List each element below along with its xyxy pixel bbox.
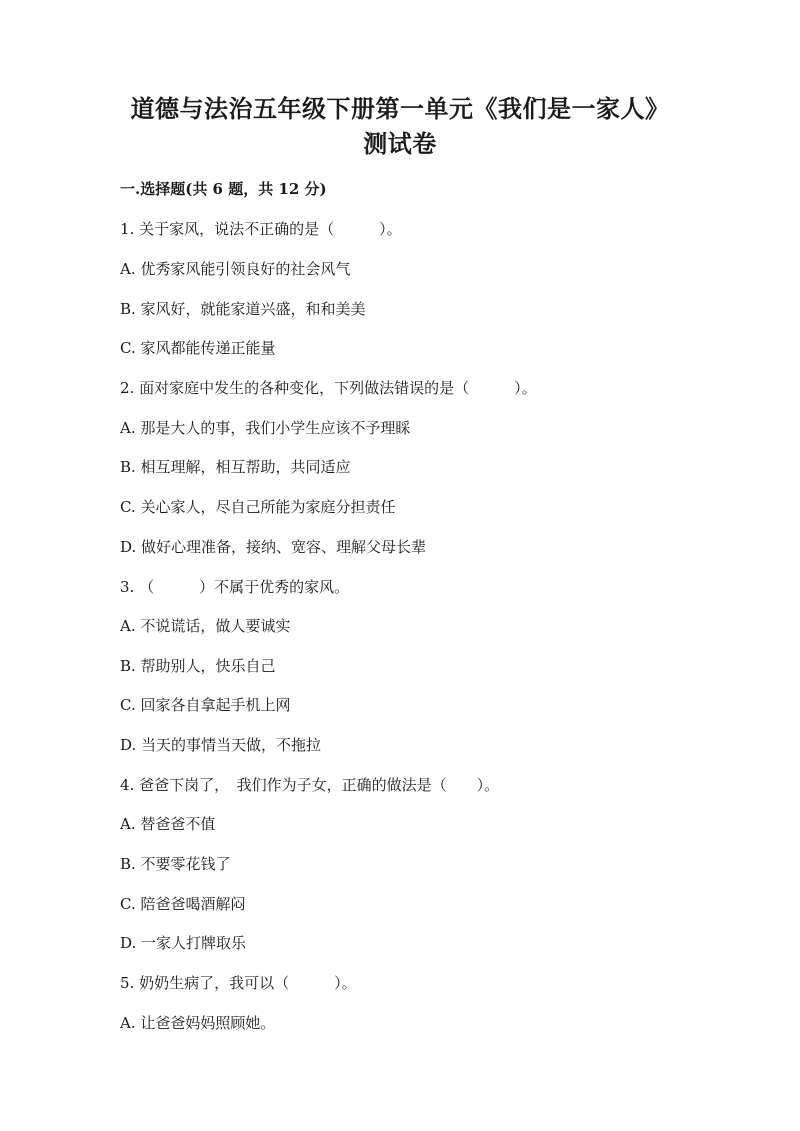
document-title-line-2: 测试卷 xyxy=(363,129,437,158)
question-4-option-b: B. 不要零花钱了 xyxy=(120,855,231,873)
question-3-stem: 3. （ ）不属于优秀的家风。 xyxy=(120,578,350,596)
question-5-stem: 5. 奶奶生病了，我可以（ ）。 xyxy=(120,974,357,992)
question-2-stem: 2. 面对家庭中发生的各种变化，下列做法错误的是（ ）。 xyxy=(120,379,537,397)
question-4-option-c: C. 陪爸爸喝酒解闷 xyxy=(120,895,246,913)
question-2-option-d: D. 做好心理准备，接纳、宽容、理解父母长辈 xyxy=(120,538,427,556)
question-5-option-a: A. 让爸爸妈妈照顾她。 xyxy=(120,1014,276,1032)
question-2-option-b: B. 相互理解，相互帮助，共同适应 xyxy=(120,458,351,476)
question-1-option-b: B. 家风好，就能家道兴盛，和和美美 xyxy=(120,300,366,318)
document-title-line-1: 道德与法治五年级下册第一单元《我们是一家人》 xyxy=(130,94,670,123)
question-4-stem: 4. 爸爸下岗了， 我们作为子女，正确的做法是（ ）。 xyxy=(120,776,500,794)
section-heading-multiple-choice: 一.选择题(共 6 题，共 12 分) xyxy=(120,180,327,198)
question-1-stem: 1. 关于家风，说法不正确的是（ ）。 xyxy=(120,220,402,238)
question-4-option-d: D. 一家人打牌取乐 xyxy=(120,934,247,952)
question-3-option-c: C. 回家各自拿起手机上网 xyxy=(120,696,291,714)
question-1-option-a: A. 优秀家风能引领良好的社会风气 xyxy=(120,260,351,278)
question-4-option-a: A. 替爸爸不值 xyxy=(120,815,216,833)
question-1-option-c: C. 家风都能传递正能量 xyxy=(120,339,276,357)
question-3-option-d: D. 当天的事情当天做，不拖拉 xyxy=(120,736,322,754)
question-2-option-a: A. 那是大人的事，我们小学生应该不予理睬 xyxy=(120,419,411,437)
question-2-option-c: C. 关心家人，尽自己所能为家庭分担责任 xyxy=(120,498,396,516)
question-3-option-b: B. 帮助别人，快乐自己 xyxy=(120,657,276,675)
question-3-option-a: A. 不说谎话，做人要诚实 xyxy=(120,617,291,635)
